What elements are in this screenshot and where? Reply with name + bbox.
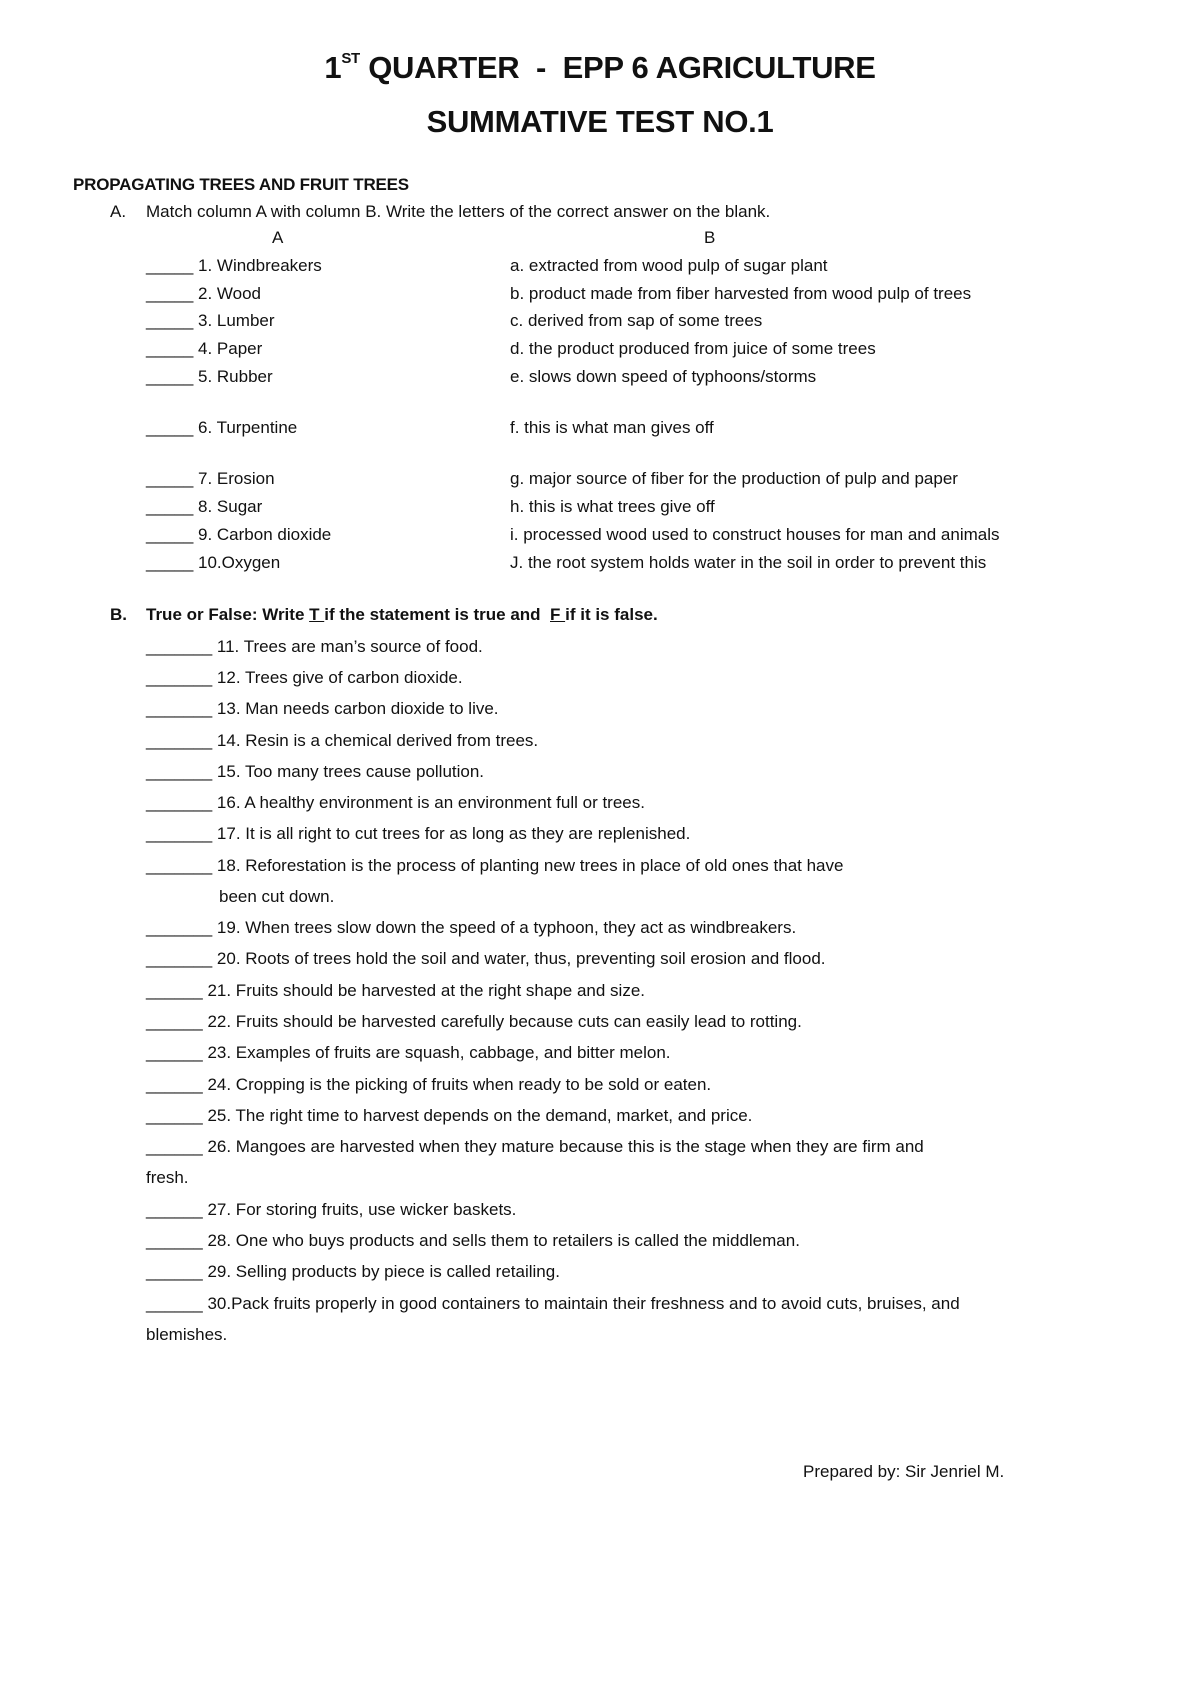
matching-item-b: e. slows down speed of typhoons/storms	[510, 367, 817, 386]
question-item: _______ 15. Too many trees cause pollution.	[146, 762, 485, 781]
matching-item-a: _____ 7. Erosion	[146, 469, 275, 488]
matching-item-b: b. product made from fiber harvested from wood pulp of trees	[510, 284, 972, 303]
title-rest: QUARTER - EPP 6 AGRICULTURE	[359, 50, 876, 85]
question-item: ______ 28. One who buys products and sells them to retailers is called the middleman.	[146, 1231, 800, 1250]
matching-item-a: _____ 4. Paper	[146, 339, 263, 358]
part-b-instruction-text: if the statement is true and	[324, 605, 550, 624]
matching-item-b: c. derived from sap of some trees	[510, 311, 763, 330]
section-title: PROPAGATING TREES AND FRUIT TREES	[73, 175, 409, 194]
matching-item-a: _____ 2. Wood	[146, 284, 261, 303]
true-marker: T	[309, 605, 325, 624]
question-item: _______ 18. Reforestation is the process of planting new trees in place of old ones that have	[146, 856, 844, 875]
part-a-instruction: Match column A with column B. Write the letters of the correct answer on the blank.	[146, 202, 771, 221]
part-b-instruction-text: if it is false.	[565, 605, 658, 624]
matching-item-a: _____ 8. Sugar	[146, 497, 263, 516]
question-item: _______ 20. Roots of trees hold the soil and water, thus, preventing soil erosion and flood.	[146, 949, 826, 968]
matching-item-b: i. processed wood used to construct houses for man and animals	[510, 525, 1000, 544]
matching-item-a: _____ 6. Turpentine	[146, 418, 298, 437]
question-item: ______ 29. Selling products by piece is called retailing.	[146, 1262, 560, 1281]
title-number: 1	[324, 50, 342, 85]
matching-item-a: _____ 3. Lumber	[146, 311, 275, 330]
matching-item-b: J. the root system holds water in the soil in order to prevent this	[510, 553, 987, 572]
matching-item-a: _____ 1. Windbreakers	[146, 256, 322, 275]
question-item: _______ 12. Trees give of carbon dioxide.	[146, 668, 463, 687]
question-item: ______ 22. Fruits should be harvested carefully because cuts can easily lead to rotting.	[146, 1012, 802, 1031]
matching-item-b: f. this is what man gives off	[510, 418, 714, 437]
column-a-header: A	[272, 228, 284, 247]
question-item: _______ 17. It is all right to cut trees for as long as they are replenished.	[146, 824, 691, 843]
matching-item-a: _____ 10.Oxygen	[146, 553, 281, 572]
question-item: _______ 13. Man needs carbon dioxide to live.	[146, 699, 499, 718]
matching-item-a: _____ 9. Carbon dioxide	[146, 525, 332, 544]
matching-item-b: d. the product produced from juice of some trees	[510, 339, 876, 358]
question-item: ______ 24. Cropping is the picking of fruits when ready to be sold or eaten.	[146, 1075, 712, 1094]
matching-item-a: _____ 5. Rubber	[146, 367, 273, 386]
column-b-header: B	[704, 228, 716, 247]
question-item: ______ 26. Mangoes are harvested when they mature because this is the stage when they are firm and	[146, 1137, 924, 1156]
question-item: ______ 25. The right time to harvest depends on the demand, market, and price.	[146, 1106, 753, 1125]
question-item-continuation: been cut down.	[219, 887, 335, 906]
title-superscript: ST	[341, 49, 360, 67]
question-item: ______ 27. For storing fruits, use wicker baskets.	[146, 1200, 517, 1219]
part-b-instruction	[146, 605, 658, 625]
question-item-continuation: fresh.	[146, 1168, 189, 1187]
question-item: _______ 16. A healthy environment is an environment full or trees.	[146, 793, 645, 812]
matching-item-b: g. major source of fiber for the production of pulp and paper	[510, 469, 958, 488]
false-marker: F	[550, 605, 566, 624]
matching-item-b: h. this is what trees give off	[510, 497, 715, 516]
part-b-instruction-text: True or False: Write	[146, 605, 310, 624]
question-item: _______ 11. Trees are man’s source of food.	[146, 637, 483, 656]
prepared-by: Prepared by: Sir Jenriel M.	[803, 1462, 1005, 1481]
question-item: _______ 14. Resin is a chemical derived from trees.	[146, 731, 539, 750]
matching-item-b: a. extracted from wood pulp of sugar plant	[510, 256, 828, 275]
page-title	[0, 50, 1200, 86]
part-b-letter: B.	[110, 605, 127, 624]
question-item-continuation: blemishes.	[146, 1325, 228, 1344]
page-subtitle: SUMMATIVE TEST NO.1	[426, 104, 774, 139]
question-item: _______ 19. When trees slow down the speed of a typhoon, they act as windbreakers.	[146, 918, 797, 937]
question-item: ______ 23. Examples of fruits are squash, cabbage, and bitter melon.	[146, 1043, 671, 1062]
question-item: ______ 30.Pack fruits properly in good containers to maintain their freshness and to avoid cuts, bruises, and	[146, 1294, 960, 1313]
question-item: ______ 21. Fruits should be harvested at the right shape and size.	[146, 981, 645, 1000]
part-a-letter: A.	[110, 202, 127, 221]
